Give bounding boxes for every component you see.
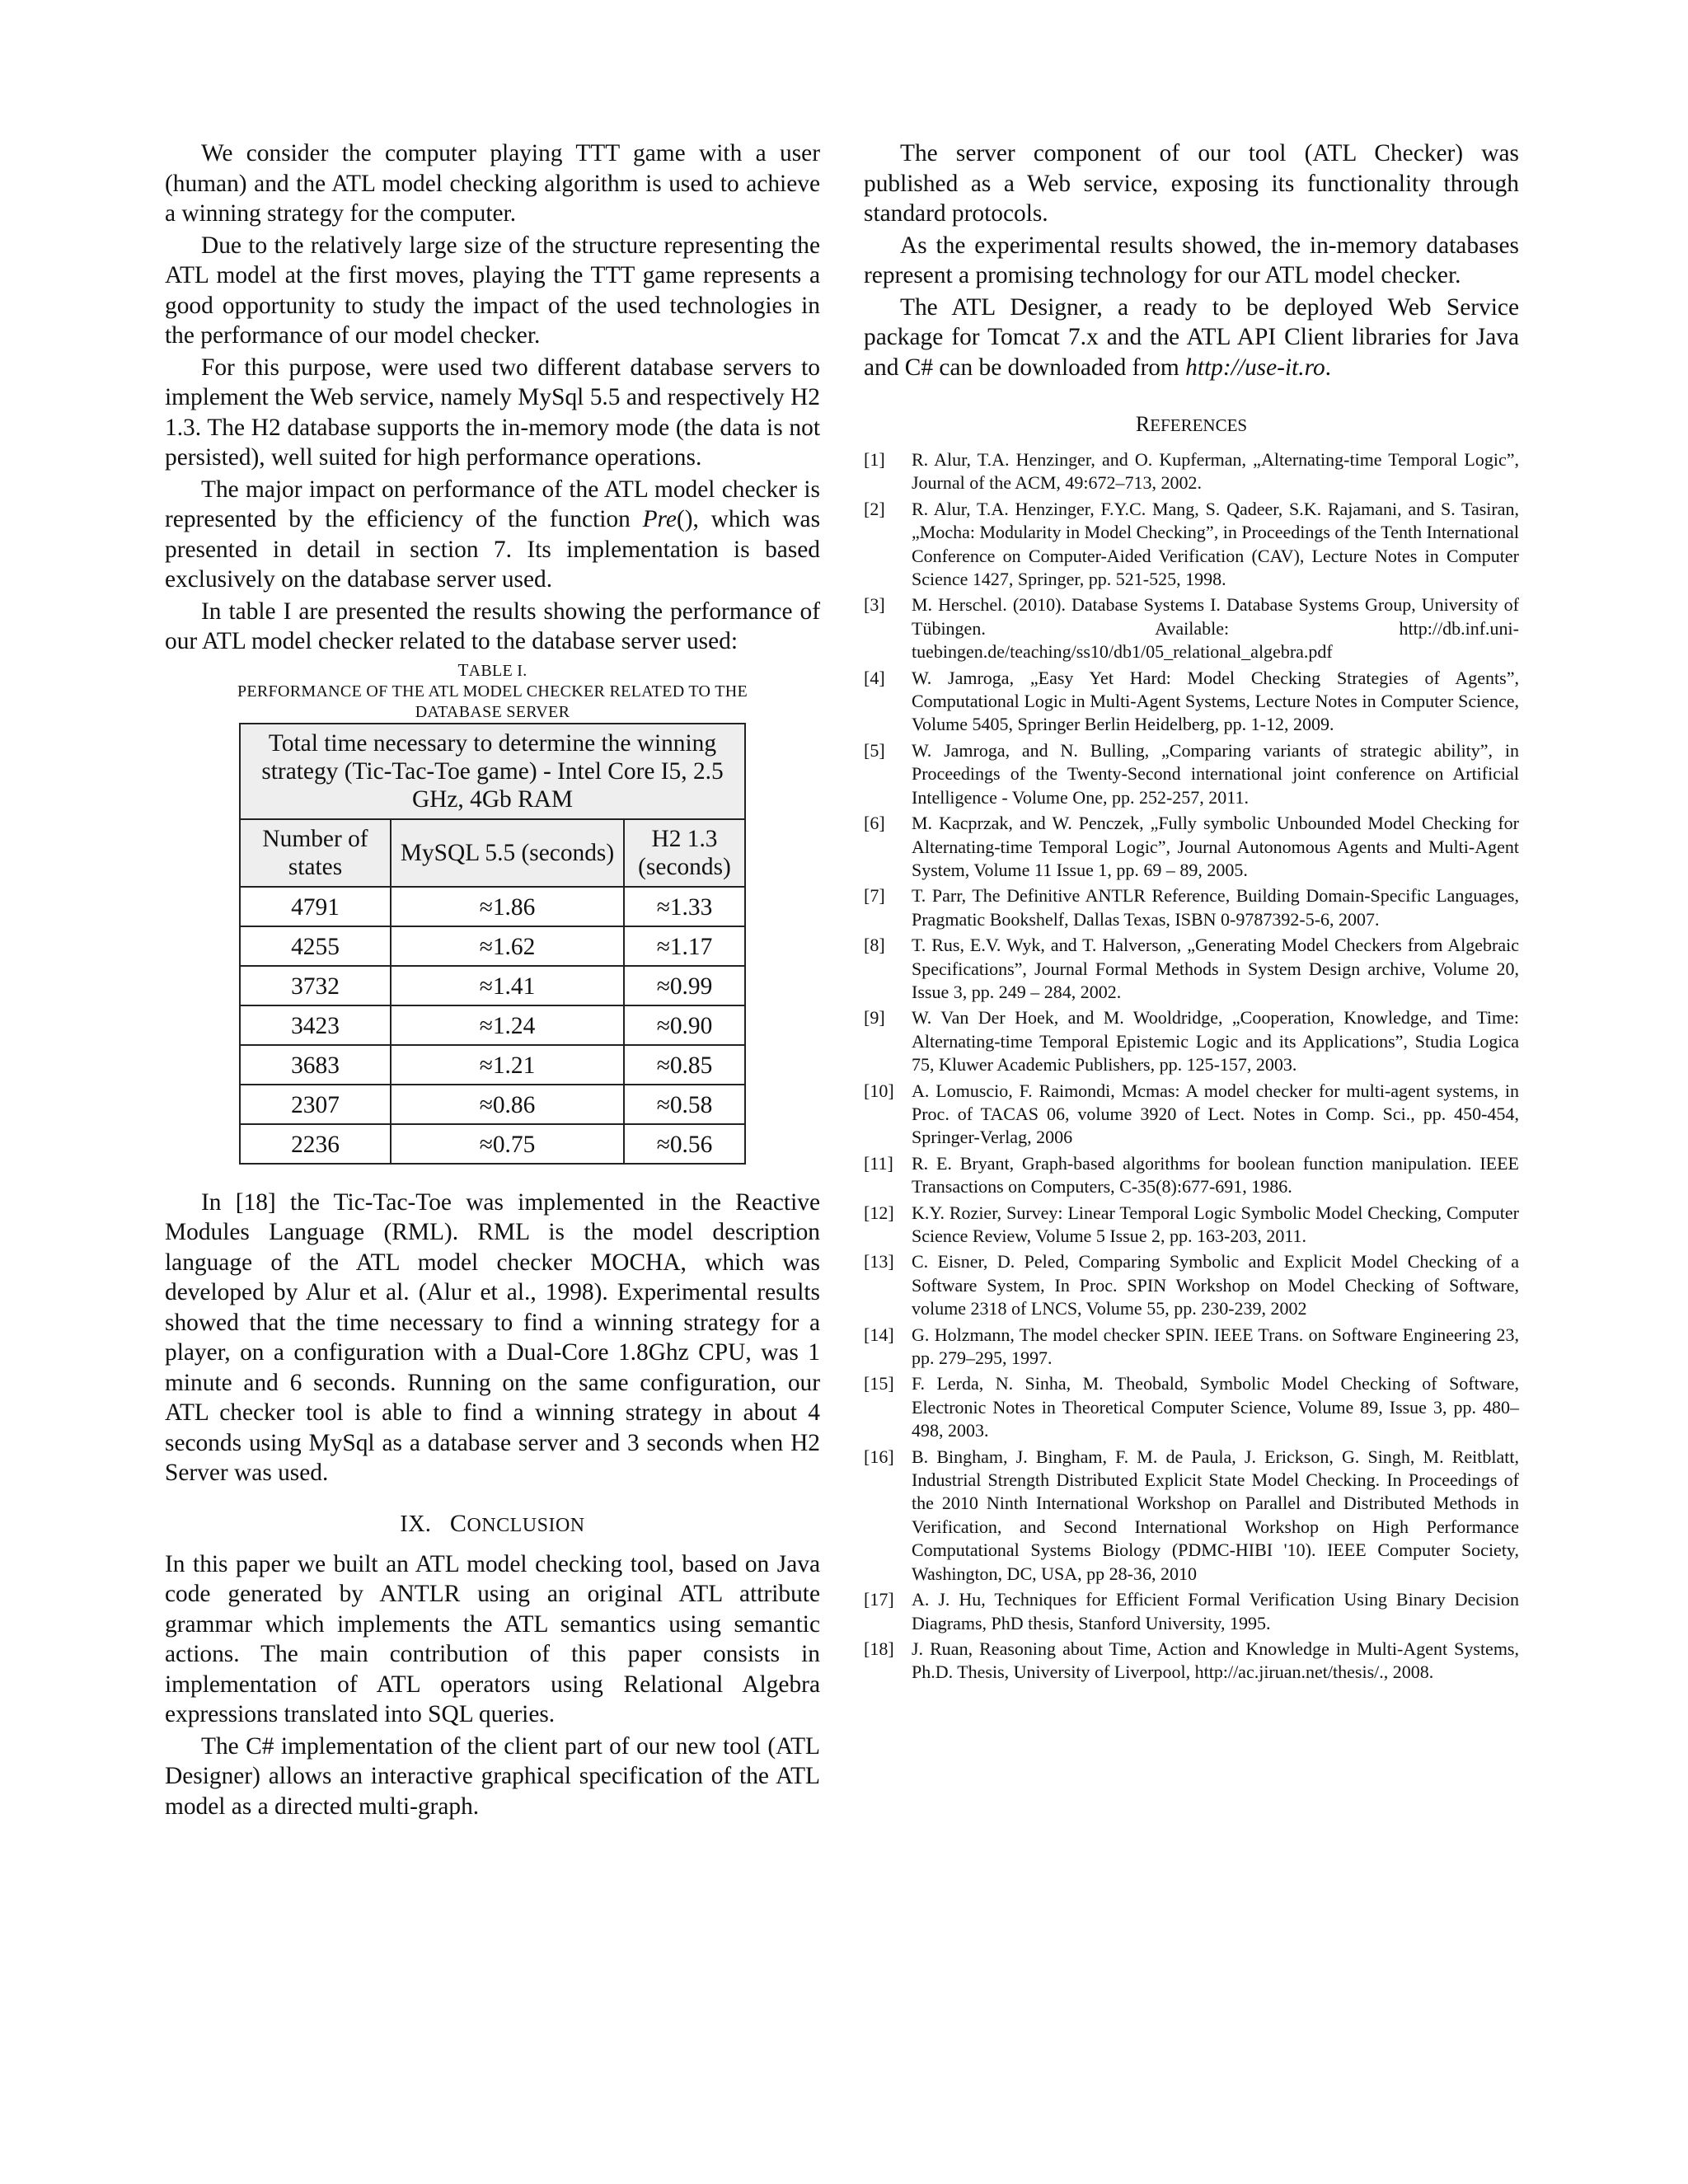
function-name: Pre xyxy=(642,506,677,532)
reference-number: [16] xyxy=(864,1446,894,1467)
reference-text: G. Holzmann, The model checker SPIN. IEEE Trans. on Software Engineering 23, pp. 279–295, 1997. xyxy=(912,1324,1519,1369)
reference-item xyxy=(864,1588,1519,1635)
download-url: http://use-it.ro xyxy=(1185,354,1325,381)
column-header: H2 1.3 (seconds) xyxy=(624,819,745,887)
table-cell: ≈0.99 xyxy=(624,966,745,1005)
text-run: (), which was presented in detail in section 7. Its implementation is based exclusively on the database server used. xyxy=(165,506,821,593)
reference-item xyxy=(864,1250,1519,1320)
text-run: . xyxy=(1325,354,1332,381)
section-heading xyxy=(165,1510,820,1538)
section-title-rest: ONCLUSION xyxy=(467,1514,585,1536)
paragraph: In table I are presented the results showing the performance of our ATL model checker related to the database server used: xyxy=(165,598,820,654)
table-cell: ≈0.85 xyxy=(624,1045,745,1085)
table-cell: 2307 xyxy=(240,1085,391,1124)
reference-item xyxy=(864,1638,1519,1685)
reference-text: M. Herschel. (2010). Database Systems I. Database Systems Group, University of Tübingen. Available: http://db.inf.uni-tuebingen.de/teaching/ss10/db1/05_relational_algebra.pdf xyxy=(912,594,1519,663)
reference-number: [6] xyxy=(864,813,885,834)
table-caption xyxy=(165,660,820,723)
text-run: The ATL Designer, a ready to be deployed Web Service package for Tomcat 7.x and the ATL API Client libraries for Java and C# can be downloaded from xyxy=(864,293,1519,381)
table-row xyxy=(240,1085,745,1124)
reference-item xyxy=(864,884,1519,931)
reference-item xyxy=(864,1446,1519,1586)
performance-table xyxy=(239,723,746,1165)
table-cell: ≈1.86 xyxy=(391,887,624,926)
reference-number: [9] xyxy=(864,1007,885,1029)
table-cell: ≈0.90 xyxy=(624,1005,745,1045)
reference-text: T. Rus, E.V. Wyk, and T. Halverson, „Generating Model Checkers from Algebraic Specifications”, Journal Formal Methods in System Design archive, Volume 20, Issue 3, pp. 249 – 284, 2002. xyxy=(912,935,1519,1002)
table-row xyxy=(240,887,745,926)
reference-number: [2] xyxy=(864,498,885,519)
section-title-initial: C xyxy=(449,1509,467,1537)
table-main-header: Total time necessary to determine the winning strategy (Tic-Tac-Toe game) - Intel Core I5, 2.5 GHz, 4Gb RAM xyxy=(240,724,745,819)
table-row xyxy=(240,966,745,1005)
reference-text: B. Bingham, J. Bingham, F. M. de Paula, J. Erickson, G. Singh, M. Reitblatt, Industrial Strength Distributed Explicit State Model Checking. In Proceedings of the 2010 Ninth International Workshop on Parallel and Distributed Methods in Verification, and Second International Workshop on High Performance Computational Systems Biology (PDMC-HIBI '10). IEEE Computer Society, Washington, DC, USA, pp 28-36, 2010 xyxy=(912,1446,1519,1584)
reference-number: [12] xyxy=(864,1202,894,1223)
reference-text: A. Lomuscio, F. Raimondi, Mcmas: A model checker for multi-agent systems, in Proc. of TACAS 06, volume 3920 of Lect. Notes in Comp. Sci., pp. 450-454, Springer-Verlag, 2006 xyxy=(912,1080,1519,1148)
reference-text: C. Eisner, D. Peled, Comparing Symbolic and Explicit Model Checking of a Software System, In Proc. SPIN Workshop on Model Checking of Software, volume 2318 of LNCS, Volume 55, pp. 230-239, 2002 xyxy=(912,1251,1519,1319)
table-label: TABLE I. xyxy=(457,659,528,680)
reference-number: [7] xyxy=(864,885,885,907)
text-run: The major impact on performance of the ATL model checker is represented by the efficiency of the function xyxy=(165,476,820,532)
table-row xyxy=(240,1124,745,1164)
table-cell: ≈1.41 xyxy=(391,966,624,1005)
table-cell: 4255 xyxy=(240,926,391,966)
reference-number: [11] xyxy=(864,1152,893,1174)
reference-text: R. E. Bryant, Graph-based algorithms for boolean function manipulation. IEEE Transactions on Computers, C-35(8):677-691, 1986. xyxy=(912,1152,1519,1197)
reference-number: [10] xyxy=(864,1080,894,1101)
table-cell: ≈0.75 xyxy=(391,1124,624,1164)
reference-text: T. Parr, The Definitive ANTLR Reference, Building Domain-Specific Languages, Pragmatic Bookshelf, Dallas Texas, ISBN 0-9787392-5-6, 2007. xyxy=(912,885,1519,930)
paragraph-pre-function xyxy=(165,475,820,595)
table-row xyxy=(240,1005,745,1045)
reference-number: [8] xyxy=(864,935,885,956)
table-cell: 2236 xyxy=(240,1124,391,1164)
reference-item xyxy=(864,1202,1519,1249)
paragraph: We consider the computer playing TTT game with a user (human) and the ATL model checking algorithm is used to achieve a winning strategy for the computer. xyxy=(165,140,820,227)
table-cell: ≈0.86 xyxy=(391,1085,624,1124)
paragraph: As the experimental results showed, the in-memory databases represent a promising technology for our ATL model checker. xyxy=(864,232,1519,288)
table-header-row xyxy=(240,819,745,887)
table-cell: 3683 xyxy=(240,1045,391,1085)
reference-item xyxy=(864,1006,1519,1076)
reference-text: R. Alur, T.A. Henzinger, and O. Kupferman, „Alternating-time Temporal Logic”, Journal of the ACM, 49:672–713, 2002. xyxy=(912,449,1519,494)
paragraph: In [18] the Tic-Tac-Toe was implemented in the Reactive Modules Language (RML). RML is the model description language of the ATL model checker MOCHA, which was developed by Alur et al. (Alur et al., 1998). Experimental results showed that the time necessary to find a winning strategy for a player, on a configuration with a Dual-Core 1.8Ghz CPU, was 1 minute and 6 seconds. Running on the same configuration, our ATL checker tool is able to find a winning strategy in about 4 seconds using MySql as a database server and 3 seconds when H2 Server was used. xyxy=(165,1188,820,1486)
reference-text: W. Jamroga, „Easy Yet Hard: Model Checking Strategies of Agents”, Computational Logic in Multi-Agent Systems, Lecture Notes in Computer Science, Volume 5405, Springer Berlin Heidelberg, pp. 1-12, 2009. xyxy=(912,667,1519,735)
reference-number: [4] xyxy=(864,667,885,688)
paragraph: For this purpose, were used two different database servers to implement the Web service, namely MySql 5.5 and respectively H2 1.3. The H2 database supports the in-memory mode (the data is not persisted), well suited for high performance operations. xyxy=(165,354,820,471)
paragraph: Due to the relatively large size of the structure representing the ATL model at the first moves, playing the TTT game represents a good opportunity to study the impact of the used technologies in the performance of our model checker. xyxy=(165,232,820,349)
table-cell: ≈1.62 xyxy=(391,926,624,966)
table-cell: 3732 xyxy=(240,966,391,1005)
reference-number: [15] xyxy=(864,1373,894,1394)
paragraph: In this paper we built an ATL model checking tool, based on Java code generated by ANTLR using an original ATL attribute grammar which implements the ATL semantics using semantic actions. The main contribution of this paper consists in implementation of ATL operators using Relational Algebra expressions translated into SQL queries. xyxy=(165,1550,820,1727)
reference-number: [5] xyxy=(864,739,885,761)
table-cell: ≈1.24 xyxy=(391,1005,624,1045)
table-row xyxy=(240,926,745,966)
reference-text: A. J. Hu, Techniques for Efficient Formal Verification Using Binary Decision Diagrams, PhD thesis, Stanford University, 1995. xyxy=(912,1589,1519,1633)
reference-item xyxy=(864,593,1519,663)
section-number: IX. xyxy=(400,1511,432,1537)
table-cell: ≈0.56 xyxy=(624,1124,745,1164)
reference-item xyxy=(864,1080,1519,1150)
table-cell: 3423 xyxy=(240,1005,391,1045)
reference-item xyxy=(864,739,1519,809)
left-column xyxy=(165,138,820,1823)
right-column xyxy=(864,138,1519,1687)
reference-text: W. Jamroga, and N. Bulling, „Comparing variants of strategic ability”, in Proceedings of the Twenty-Second international joint conference on Artificial Intelligence - Volume One, pp. 252-257, 2011. xyxy=(912,739,1519,808)
table-caption-line: PERFORMANCE OF THE ATL MODEL CHECKER RELATED TO THE xyxy=(237,682,748,701)
reference-text: J. Ruan, Reasoning about Time, Action and Knowledge in Multi-Agent Systems, Ph.D. Thesis, University of Liverpool, http://ac.jiruan.net/thesis/., 2008. xyxy=(912,1638,1519,1683)
reference-number: [14] xyxy=(864,1324,894,1345)
table-cell: ≈1.33 xyxy=(624,887,745,926)
reference-text: F. Lerda, N. Sinha, M. Theobald, Symbolic Model Checking of Software, Electronic Notes in Theoretical Computer Science, Volume 89, Issue 3, pp. 480–498, 2003. xyxy=(912,1373,1519,1441)
table-row xyxy=(240,1045,745,1085)
reference-text: M. Kacprzak, and W. Penczek, „Fully symbolic Unbounded Model Checking for Alternating-time Temporal Logic”, Journal Autonomous Agents and Multi-Agent System, Volume 11 Issue 1, pp. 69 – 89, 2005. xyxy=(912,813,1519,880)
column-header: Number of states xyxy=(240,819,391,887)
reference-text: K.Y. Rozier, Survey: Linear Temporal Logic Symbolic Model Checking, Computer Science Review, Volume 5 Issue 2, pp. 163-203, 2011. xyxy=(912,1202,1519,1246)
reference-number: [3] xyxy=(864,594,885,616)
table-cell: ≈0.58 xyxy=(624,1085,745,1124)
reference-text: W. Van Der Hoek, and M. Wooldridge, „Cooperation, Knowledge, and Time: Alternating-time Temporal Epistemic Logic and its Applications”, Studia Logica 75, Kluwer Academic Publishers, pp. 125-157, 2003. xyxy=(912,1007,1519,1076)
reference-number: [1] xyxy=(864,449,885,470)
reference-item xyxy=(864,448,1519,495)
reference-item xyxy=(864,812,1519,882)
table-cell: ≈1.21 xyxy=(391,1045,624,1085)
paragraph: The C# implementation of the client part of our new tool (ATL Designer) allows an interactive graphical specification of the ATL model as a directed multi-graph. xyxy=(165,1732,820,1820)
paragraph: The server component of our tool (ATL Checker) was published as a Web service, exposing its functionality through standard protocols. xyxy=(864,140,1519,227)
references-list xyxy=(864,448,1519,1685)
reference-text: R. Alur, T.A. Henzinger, F.Y.C. Mang, S. Qadeer, S.K. Rajamani, and S. Tasiran, „Mocha: Modularity in Model Checking”, in Proceedings of the Tenth International Conference on Computer-Aided Verification (CAV), Lecture Notes in Computer Science 1427, Springer, pp. 521-525, 1998. xyxy=(912,498,1519,590)
reference-item xyxy=(864,667,1519,737)
table-caption-line: DATABASE SERVER xyxy=(415,702,570,721)
reference-number: [17] xyxy=(864,1589,894,1610)
reference-number: [13] xyxy=(864,1251,894,1272)
reference-item xyxy=(864,934,1519,1004)
reference-item xyxy=(864,1372,1519,1442)
table-cell: 4791 xyxy=(240,887,391,926)
reference-item xyxy=(864,1324,1519,1371)
reference-item xyxy=(864,1152,1519,1199)
references-heading: REFERENCES xyxy=(1135,412,1248,436)
paragraph-download xyxy=(864,293,1519,383)
column-header: MySQL 5.5 (seconds) xyxy=(391,819,624,887)
table-header-row xyxy=(240,724,745,819)
reference-item xyxy=(864,498,1519,592)
reference-number: [18] xyxy=(864,1638,894,1659)
table-cell: ≈1.17 xyxy=(624,926,745,966)
